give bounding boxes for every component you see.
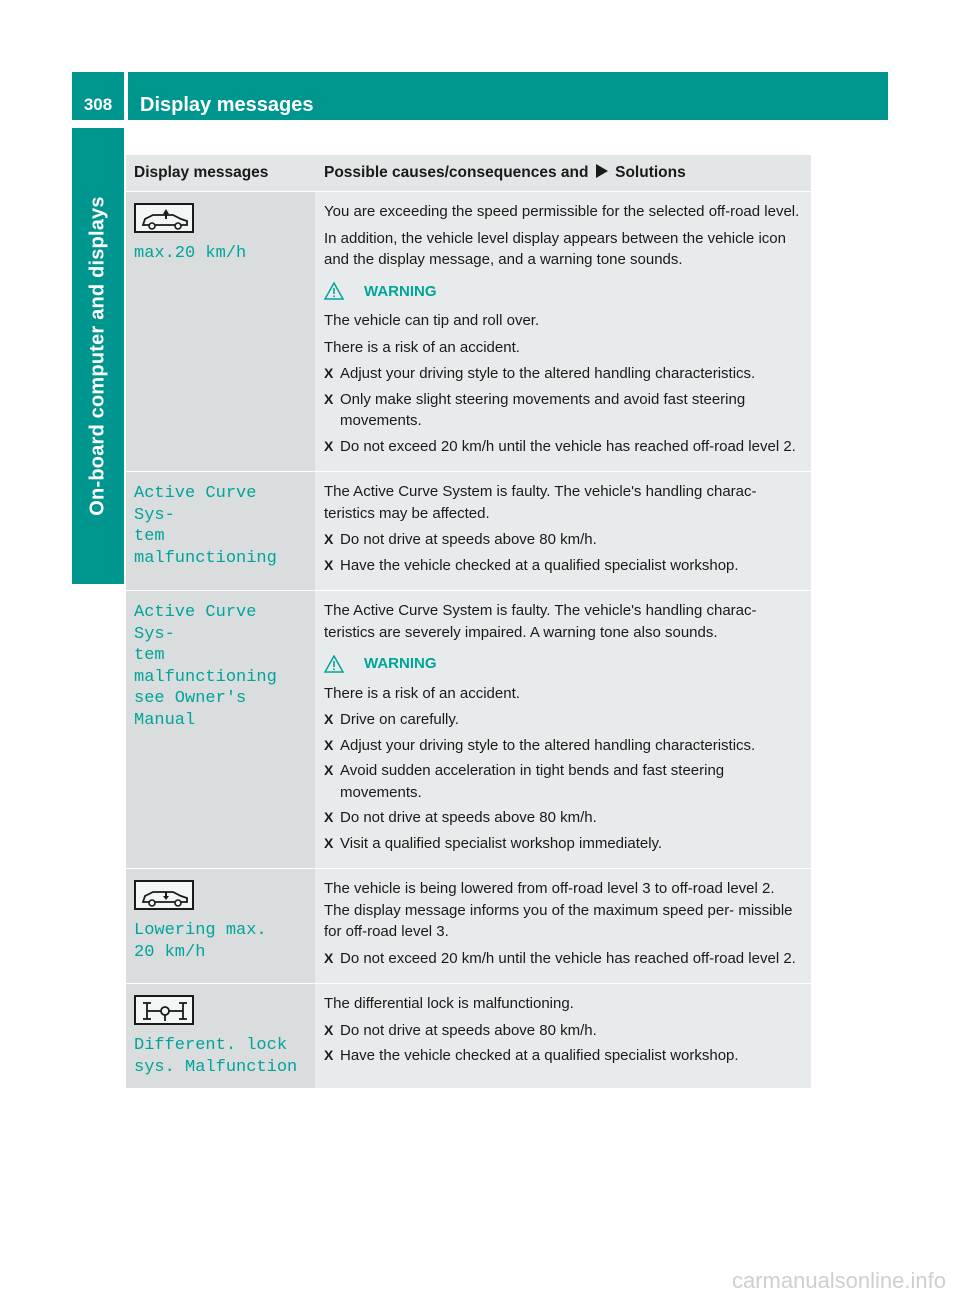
column-header-solutions-label: Solutions <box>615 163 686 181</box>
instruction-arrow-icon: X <box>324 834 334 851</box>
display-message-line: max.20 km/h <box>134 244 247 263</box>
display-message-text <box>134 1035 307 1078</box>
instruction-arrow-icon: X <box>324 762 334 778</box>
instruction-item <box>324 529 803 551</box>
message-cell <box>126 869 315 984</box>
instruction-arrow-icon: X <box>324 736 334 753</box>
instruction-item <box>324 948 803 970</box>
instruction-item <box>324 709 803 731</box>
warning-text: There is a risk of an accident. <box>324 684 520 702</box>
display-message-line: tem malfunctioning <box>134 527 277 568</box>
page-number: 308 <box>72 72 124 120</box>
instruction-text: Do not drive at speeds above 80 km/h. <box>340 1021 597 1039</box>
display-message-line: sys. Malfunction <box>134 1057 298 1077</box>
message-cell <box>126 192 315 472</box>
display-message-line: 20 km/h <box>134 942 206 962</box>
cause-text: In addition, the vehicle level display appears between the vehicle icon and the display message, and a warning tone sounds. <box>324 229 786 268</box>
cause-text: The Active Curve System is faulty. The vehicle's handling charac‐ teristics are severely impaired. A warning tone also sounds. <box>324 602 757 641</box>
instruction-text: Do not drive at speeds above 80 km/h. <box>340 809 597 826</box>
display-messages-table <box>126 155 811 1089</box>
warning-triangle-icon <box>324 655 344 673</box>
instruction-text: Only make slight steering movements and avoid fast steering movements. <box>340 390 746 429</box>
instruction-item <box>324 735 803 757</box>
solution-cell <box>315 192 811 472</box>
page-title: Display messages <box>140 94 314 116</box>
instruction-item <box>324 1045 803 1067</box>
display-message-line: Active Curve Sys‐ <box>134 603 257 644</box>
message-cell <box>126 472 315 591</box>
instruction-item <box>324 1020 803 1042</box>
instruction-text: Avoid sudden acceleration in tight bends and fast steering movements. <box>340 762 725 801</box>
instruction-text: Do not exceed 20 km/h until the vehicle has reached off-road level 2. <box>340 437 796 455</box>
table-header-row <box>126 155 811 192</box>
instruction-arrow-icon: X <box>324 809 334 825</box>
watermark: carmanualsonline.info <box>731 1268 946 1293</box>
display-message-line: tem malfunctioning <box>134 646 277 687</box>
vehicle-lower-icon <box>134 880 194 910</box>
message-cell <box>126 984 315 1089</box>
instruction-text: Adjust your driving style to the altered handling characteristics. <box>340 736 756 754</box>
display-message-text <box>134 243 307 265</box>
table-row <box>126 591 811 869</box>
header-divider <box>124 72 128 120</box>
instruction-item <box>324 807 803 829</box>
instruction-arrow-icon: X <box>324 1047 334 1063</box>
instruction-arrow-icon: X <box>324 365 334 381</box>
instruction-text: Do not drive at speeds above 80 km/h. <box>340 531 597 548</box>
solution-cell <box>315 984 811 1089</box>
display-message-text <box>134 602 307 731</box>
instruction-arrow-icon: X <box>324 437 334 454</box>
instruction-text: Have the vehicle checked at a qualified specialist workshop. <box>340 1047 739 1064</box>
cause-text: The vehicle is being lowered from off-road level 3 to off-road level 2. The display message informs you of the maximum speed per‐ missible for off-road level 3. <box>324 880 793 940</box>
play-arrow-icon <box>596 164 608 183</box>
warning-label: WARNING <box>364 655 437 672</box>
instruction-text: Drive on carefully. <box>340 711 459 728</box>
instruction-arrow-icon: X <box>324 949 334 966</box>
display-message-line: Active Curve Sys‐ <box>134 484 257 525</box>
warning-text: There is a risk of an accident. <box>324 338 520 356</box>
instruction-item <box>324 760 803 803</box>
warning-heading <box>324 653 803 675</box>
instruction-item <box>324 363 803 385</box>
display-message-line: Different. lock <box>134 1036 288 1055</box>
instruction-arrow-icon: X <box>324 556 334 573</box>
instruction-item <box>324 833 803 855</box>
cause-text: You are exceeding the speed permissible for the selected off-road level. <box>324 203 800 220</box>
section-label: On-board computer and displays <box>86 196 109 516</box>
solution-cell <box>315 869 811 984</box>
instruction-item <box>324 436 803 458</box>
warning-label: WARNING <box>364 282 437 300</box>
warning-text: The vehicle can tip and roll over. <box>324 312 540 329</box>
instruction-arrow-icon: X <box>324 711 334 727</box>
instruction-item <box>324 389 803 432</box>
warning-triangle-icon <box>324 282 344 300</box>
table-row <box>126 192 811 472</box>
instruction-text: Visit a qualified specialist workshop immediately. <box>340 834 663 852</box>
cause-text: The differential lock is malfunctioning. <box>324 995 574 1012</box>
table-row <box>126 869 811 984</box>
instruction-arrow-icon: X <box>324 390 334 407</box>
cause-text: The Active Curve System is faulty. The vehicle's handling charac‐ teristics may be affected. <box>324 483 757 522</box>
instruction-arrow-icon: X <box>324 531 334 547</box>
differential-lock-icon <box>134 995 194 1025</box>
instruction-arrow-icon: X <box>324 1021 334 1038</box>
table-row <box>126 984 811 1089</box>
column-header-causes-label: Possible causes/consequences and <box>324 163 589 181</box>
solution-cell <box>315 472 811 591</box>
instruction-item <box>324 555 803 577</box>
display-message-line: see Owner's Manual <box>134 689 247 730</box>
vehicle-raise-icon <box>134 203 194 233</box>
warning-heading <box>324 281 803 303</box>
message-cell <box>126 591 315 869</box>
display-message-line: Lowering max. <box>134 921 267 940</box>
instruction-text: Adjust your driving style to the altered handling characteristics. <box>340 365 756 382</box>
instruction-text: Have the vehicle checked at a qualified specialist workshop. <box>340 556 739 574</box>
column-header-causes <box>315 155 811 192</box>
table-row <box>126 472 811 591</box>
display-message-text <box>134 483 307 569</box>
solution-cell <box>315 591 811 869</box>
instruction-text: Do not exceed 20 km/h until the vehicle has reached off-road level 2. <box>340 949 796 967</box>
display-message-text <box>134 920 307 963</box>
column-header-display-messages: Display messages <box>126 155 315 192</box>
